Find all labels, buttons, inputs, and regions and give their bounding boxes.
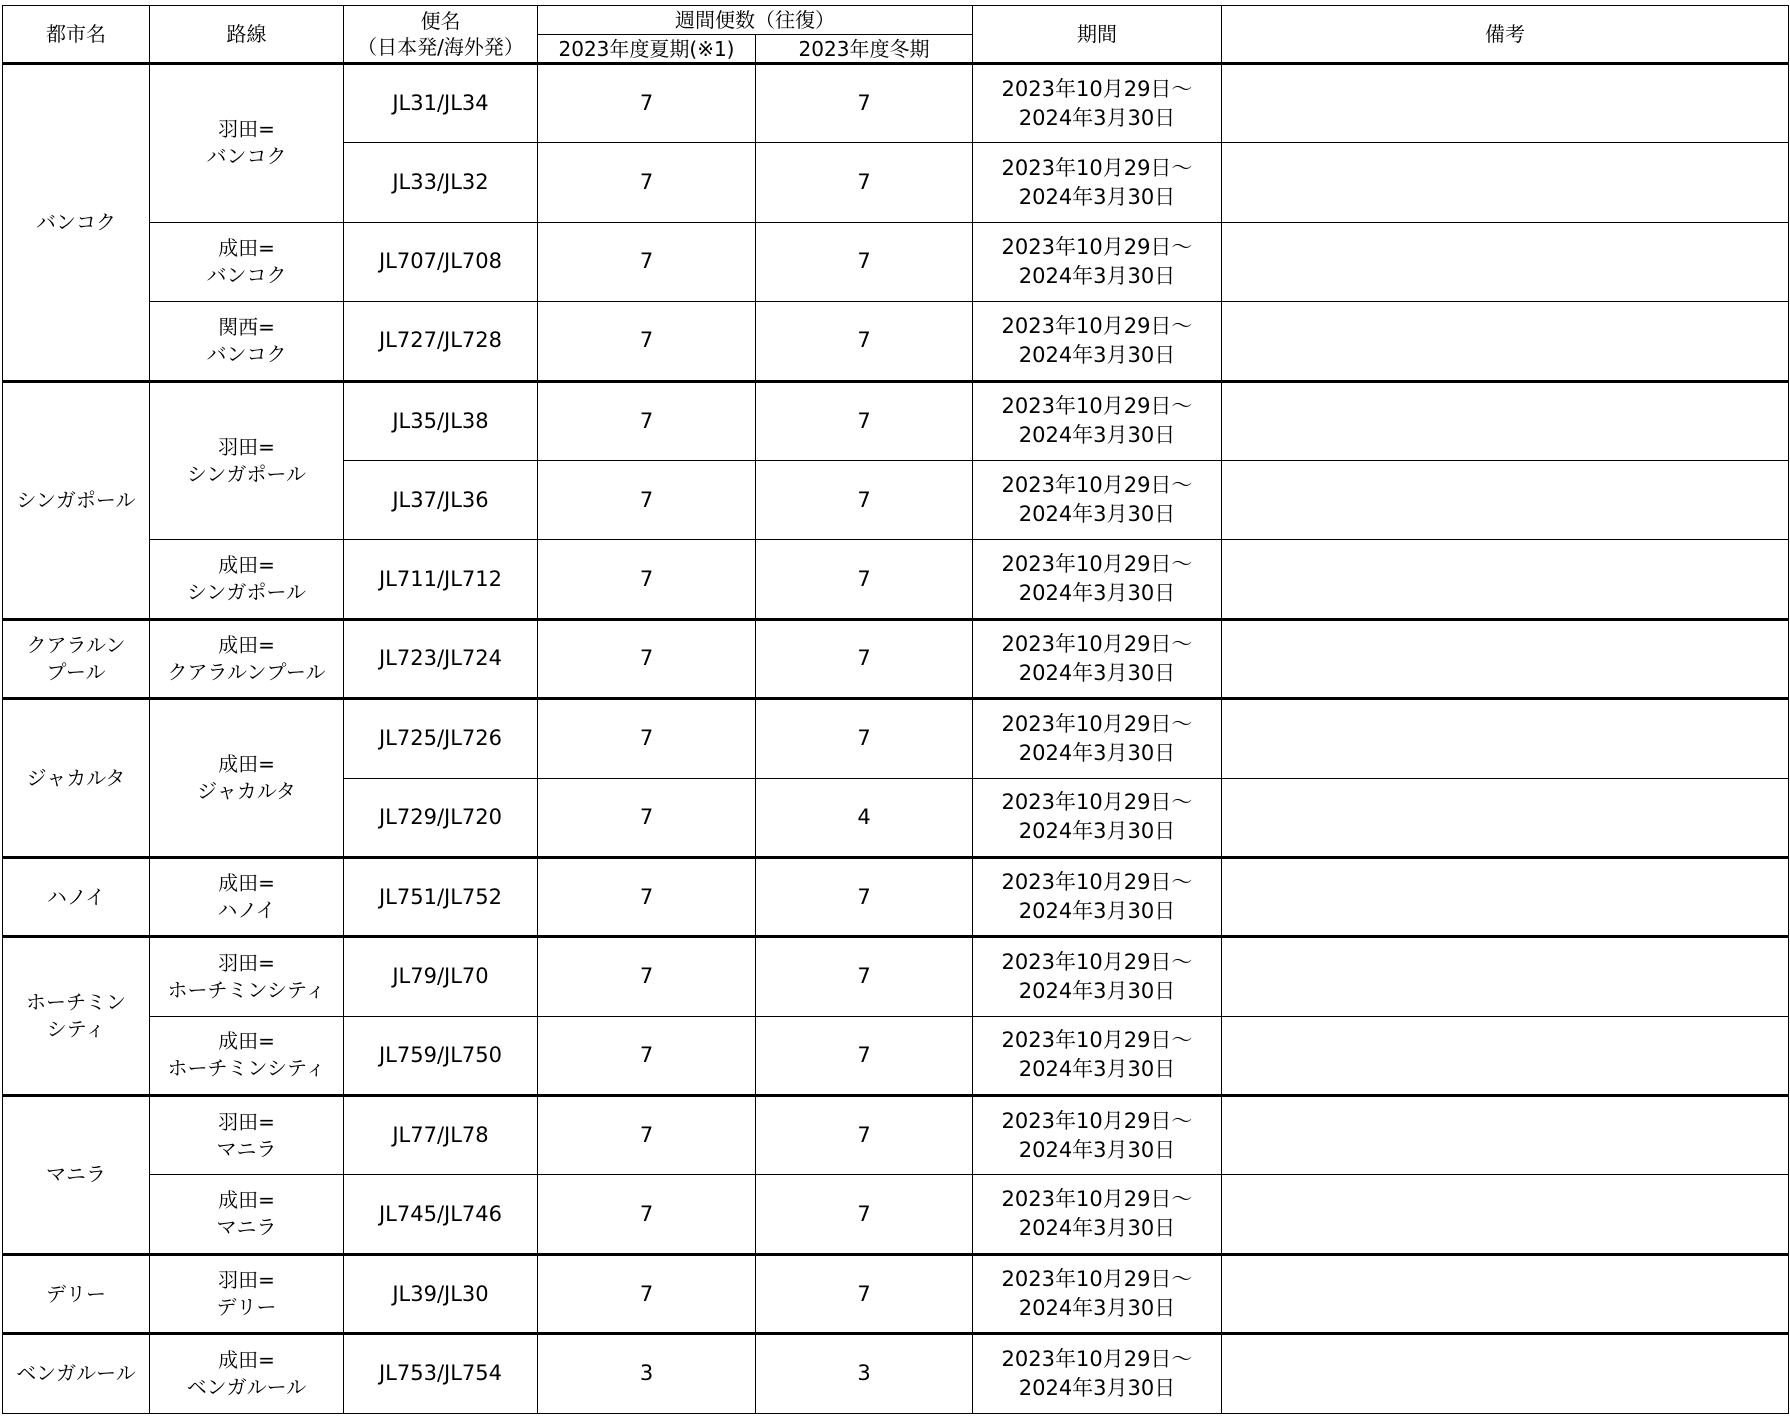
route-origin: 羽田= (218, 1268, 275, 1293)
table-row (3, 857, 1789, 936)
route-cell (150, 857, 344, 936)
flight-number-cell: JL31/JL34 (344, 64, 538, 143)
city-name-line: ホーチミン (26, 990, 126, 1015)
winter-frequency-cell: 7 (756, 1175, 973, 1254)
period-end: 2024年3月30日 (1018, 660, 1176, 685)
period-start: 2023年10月29日～ (1001, 234, 1193, 259)
period-cell (973, 1254, 1222, 1333)
remarks-cell (1222, 1175, 1789, 1254)
city-cell (3, 1254, 150, 1333)
header-flight-line2: （日本発/海外発） (357, 35, 524, 59)
header-row-1 (3, 6, 1789, 35)
header-weekly: 週間便数（往復） (538, 6, 973, 35)
winter-frequency-cell: 7 (756, 381, 973, 460)
header-period: 期間 (973, 6, 1222, 64)
period-cell (973, 540, 1222, 619)
winter-frequency-cell: 3 (756, 1334, 973, 1413)
flight-number-cell: JL751/JL752 (344, 857, 538, 936)
winter-frequency-cell: 7 (756, 64, 973, 143)
period-end: 2024年3月30日 (1018, 899, 1176, 924)
period-cell (973, 1175, 1222, 1254)
city-name-line: バンコク (36, 209, 116, 234)
flight-number-cell: JL725/JL726 (344, 699, 538, 778)
route-destination: バンコク (206, 144, 287, 169)
period-end: 2024年3月30日 (1018, 105, 1176, 130)
period-cell (973, 1334, 1222, 1413)
route-cell (150, 1334, 344, 1413)
city-name-line: シティ (46, 1017, 106, 1042)
city-cell (3, 937, 150, 1096)
winter-frequency-cell: 7 (756, 222, 973, 301)
flight-number-cell: JL727/JL728 (344, 302, 538, 381)
header-flight (344, 6, 538, 64)
flight-number-cell: JL745/JL746 (344, 1175, 538, 1254)
city-cell (3, 1096, 150, 1255)
route-destination: シンガポール (186, 461, 307, 486)
period-start: 2023年10月29日～ (1001, 1267, 1193, 1292)
remarks-cell (1222, 1334, 1789, 1413)
route-destination: マニラ (216, 1215, 277, 1240)
route-cell (150, 222, 344, 301)
period-start: 2023年10月29日～ (1001, 1028, 1193, 1053)
period-end: 2024年3月30日 (1018, 1296, 1176, 1321)
period-start: 2023年10月29日～ (1001, 552, 1193, 577)
header-remarks: 備考 (1222, 6, 1789, 64)
remarks-cell (1222, 222, 1789, 301)
header-winter: 2023年度冬期 (756, 35, 973, 64)
route-cell (150, 540, 344, 619)
table-row (3, 937, 1789, 1016)
flight-number-cell: JL77/JL78 (344, 1096, 538, 1175)
route-cell (150, 619, 344, 698)
period-start: 2023年10月29日～ (1001, 1346, 1193, 1371)
period-start: 2023年10月29日～ (1001, 870, 1193, 895)
remarks-cell (1222, 937, 1789, 1016)
table-row (3, 540, 1789, 619)
period-start: 2023年10月29日～ (1001, 313, 1193, 338)
city-name-line: シンガポール (16, 487, 136, 512)
route-origin: 成田= (218, 1347, 275, 1372)
remarks-cell (1222, 302, 1789, 381)
summer-frequency-cell: 7 (538, 381, 756, 460)
period-end: 2024年3月30日 (1018, 1375, 1176, 1400)
period-end: 2024年3月30日 (1018, 502, 1176, 527)
summer-frequency-cell: 7 (538, 64, 756, 143)
route-destination: バンコク (206, 341, 287, 366)
city-name-line: デリー (46, 1281, 106, 1306)
period-cell (973, 778, 1222, 857)
winter-frequency-cell: 7 (756, 1096, 973, 1175)
period-end: 2024年3月30日 (1018, 1057, 1176, 1082)
summer-frequency-cell: 7 (538, 1175, 756, 1254)
route-origin: 成田= (218, 553, 275, 578)
remarks-cell (1222, 619, 1789, 698)
summer-frequency-cell: 7 (538, 540, 756, 619)
remarks-cell (1222, 857, 1789, 936)
period-cell (973, 857, 1222, 936)
remarks-cell (1222, 699, 1789, 778)
flight-number-cell: JL35/JL38 (344, 381, 538, 460)
table-row (3, 1016, 1789, 1095)
period-start: 2023年10月29日～ (1001, 394, 1193, 419)
route-cell (150, 302, 344, 381)
route-cell (150, 64, 344, 223)
summer-frequency-cell: 7 (538, 460, 756, 539)
table-row (3, 64, 1789, 143)
summer-frequency-cell: 7 (538, 699, 756, 778)
period-cell (973, 460, 1222, 539)
summer-frequency-cell: 3 (538, 1334, 756, 1413)
period-start: 2023年10月29日～ (1001, 76, 1193, 101)
period-start: 2023年10月29日～ (1001, 1187, 1193, 1212)
header-city: 都市名 (3, 6, 150, 64)
flight-number-cell: JL729/JL720 (344, 778, 538, 857)
remarks-cell (1222, 1016, 1789, 1095)
flight-number-cell: JL723/JL724 (344, 619, 538, 698)
remarks-cell (1222, 460, 1789, 539)
city-cell (3, 1334, 150, 1413)
period-end: 2024年3月30日 (1018, 978, 1176, 1003)
period-cell (973, 222, 1222, 301)
period-end: 2024年3月30日 (1018, 342, 1176, 367)
period-start: 2023年10月29日～ (1001, 790, 1193, 815)
summer-frequency-cell: 7 (538, 1096, 756, 1175)
period-start: 2023年10月29日～ (1001, 1108, 1193, 1133)
summer-frequency-cell: 7 (538, 1254, 756, 1333)
route-destination: ジャカルタ (197, 779, 296, 804)
route-origin: 羽田= (218, 117, 275, 142)
table-row (3, 1096, 1789, 1175)
winter-frequency-cell: 7 (756, 619, 973, 698)
route-cell (150, 1254, 344, 1333)
remarks-cell (1222, 778, 1789, 857)
period-cell (973, 1096, 1222, 1175)
flight-number-cell: JL33/JL32 (344, 143, 538, 222)
period-cell (973, 1016, 1222, 1095)
route-origin: 関西= (218, 314, 275, 339)
flight-number-cell: JL79/JL70 (344, 937, 538, 1016)
route-destination: クアラルンプール (167, 659, 326, 684)
period-cell (973, 937, 1222, 1016)
winter-frequency-cell: 7 (756, 302, 973, 381)
city-cell (3, 699, 150, 858)
winter-frequency-cell: 7 (756, 937, 973, 1016)
route-origin: 成田= (218, 1188, 275, 1213)
city-name-line: クアラルン (26, 632, 126, 657)
city-name-line: ハノイ (46, 884, 106, 909)
table-row (3, 619, 1789, 698)
period-end: 2024年3月30日 (1018, 819, 1176, 844)
city-cell (3, 381, 150, 619)
route-origin: 羽田= (218, 1109, 275, 1134)
table-row (3, 222, 1789, 301)
route-cell (150, 1175, 344, 1254)
route-destination: ホーチミンシティ (167, 1056, 326, 1081)
route-destination: シンガポール (186, 580, 307, 605)
route-destination: バンコク (206, 262, 287, 287)
remarks-cell (1222, 1096, 1789, 1175)
route-origin: 成田= (218, 235, 275, 260)
flight-number-cell: JL707/JL708 (344, 222, 538, 301)
table-row (3, 1334, 1789, 1413)
winter-frequency-cell: 7 (756, 857, 973, 936)
city-name-line: プール (46, 659, 106, 684)
period-end: 2024年3月30日 (1018, 1137, 1176, 1162)
period-cell (973, 381, 1222, 460)
header-summer: 2023年度夏期(※1) (538, 35, 756, 64)
route-origin: 成田= (218, 1029, 275, 1054)
summer-frequency-cell: 7 (538, 619, 756, 698)
period-start: 2023年10月29日～ (1001, 949, 1193, 974)
period-cell (973, 143, 1222, 222)
route-cell (150, 1016, 344, 1095)
table-row (3, 302, 1789, 381)
summer-frequency-cell: 7 (538, 1016, 756, 1095)
route-cell (150, 381, 344, 540)
route-cell (150, 937, 344, 1016)
period-end: 2024年3月30日 (1018, 1216, 1176, 1241)
header-flight-line1: 便名 (420, 9, 461, 33)
remarks-cell (1222, 143, 1789, 222)
period-start: 2023年10月29日～ (1001, 631, 1193, 656)
summer-frequency-cell: 7 (538, 857, 756, 936)
winter-frequency-cell: 7 (756, 1016, 973, 1095)
period-start: 2023年10月29日～ (1001, 473, 1193, 498)
city-cell (3, 619, 150, 698)
route-cell (150, 699, 344, 858)
table-row (3, 1175, 1789, 1254)
flight-number-cell: JL37/JL36 (344, 460, 538, 539)
flight-number-cell: JL39/JL30 (344, 1254, 538, 1333)
period-end: 2024年3月30日 (1018, 740, 1176, 765)
flight-number-cell: JL759/JL750 (344, 1016, 538, 1095)
remarks-cell (1222, 381, 1789, 460)
period-start: 2023年10月29日～ (1001, 711, 1193, 736)
table-body (3, 64, 1789, 1414)
route-destination: マニラ (216, 1136, 277, 1161)
summer-frequency-cell: 7 (538, 222, 756, 301)
period-start: 2023年10月29日～ (1001, 155, 1193, 180)
period-end: 2024年3月30日 (1018, 263, 1176, 288)
route-destination: ベンガルール (186, 1374, 307, 1399)
route-origin: 成田= (218, 752, 275, 777)
city-name-line: ベンガルール (16, 1361, 136, 1386)
winter-frequency-cell: 7 (756, 460, 973, 539)
winter-frequency-cell: 7 (756, 699, 973, 778)
route-cell (150, 1096, 344, 1175)
route-origin: 羽田= (218, 950, 275, 975)
summer-frequency-cell: 7 (538, 302, 756, 381)
header-route: 路線 (150, 6, 344, 64)
period-end: 2024年3月30日 (1018, 184, 1176, 209)
period-cell (973, 619, 1222, 698)
summer-frequency-cell: 7 (538, 778, 756, 857)
route-origin: 成田= (218, 632, 275, 657)
remarks-cell (1222, 540, 1789, 619)
winter-frequency-cell: 7 (756, 1254, 973, 1333)
winter-frequency-cell: 7 (756, 540, 973, 619)
city-name-line: マニラ (46, 1162, 106, 1187)
route-destination: デリー (216, 1295, 277, 1320)
period-cell (973, 302, 1222, 381)
summer-frequency-cell: 7 (538, 143, 756, 222)
city-cell (3, 857, 150, 936)
table-row (3, 381, 1789, 460)
flight-number-cell: JL753/JL754 (344, 1334, 538, 1413)
flight-number-cell: JL711/JL712 (344, 540, 538, 619)
table-row (3, 1254, 1789, 1333)
route-destination: ホーチミンシティ (167, 977, 326, 1002)
city-cell (3, 64, 150, 382)
period-end: 2024年3月30日 (1018, 581, 1176, 606)
winter-frequency-cell: 7 (756, 143, 973, 222)
flight-schedule-table (2, 5, 1789, 1414)
route-destination: ハノイ (217, 898, 276, 923)
route-origin: 成田= (218, 871, 275, 896)
route-origin: 羽田= (218, 434, 275, 459)
winter-frequency-cell: 4 (756, 778, 973, 857)
city-name-line: ジャカルタ (26, 765, 126, 790)
period-cell (973, 64, 1222, 143)
summer-frequency-cell: 7 (538, 937, 756, 1016)
table-row (3, 699, 1789, 778)
period-end: 2024年3月30日 (1018, 423, 1176, 448)
remarks-cell (1222, 64, 1789, 143)
remarks-cell (1222, 1254, 1789, 1333)
period-cell (973, 699, 1222, 778)
